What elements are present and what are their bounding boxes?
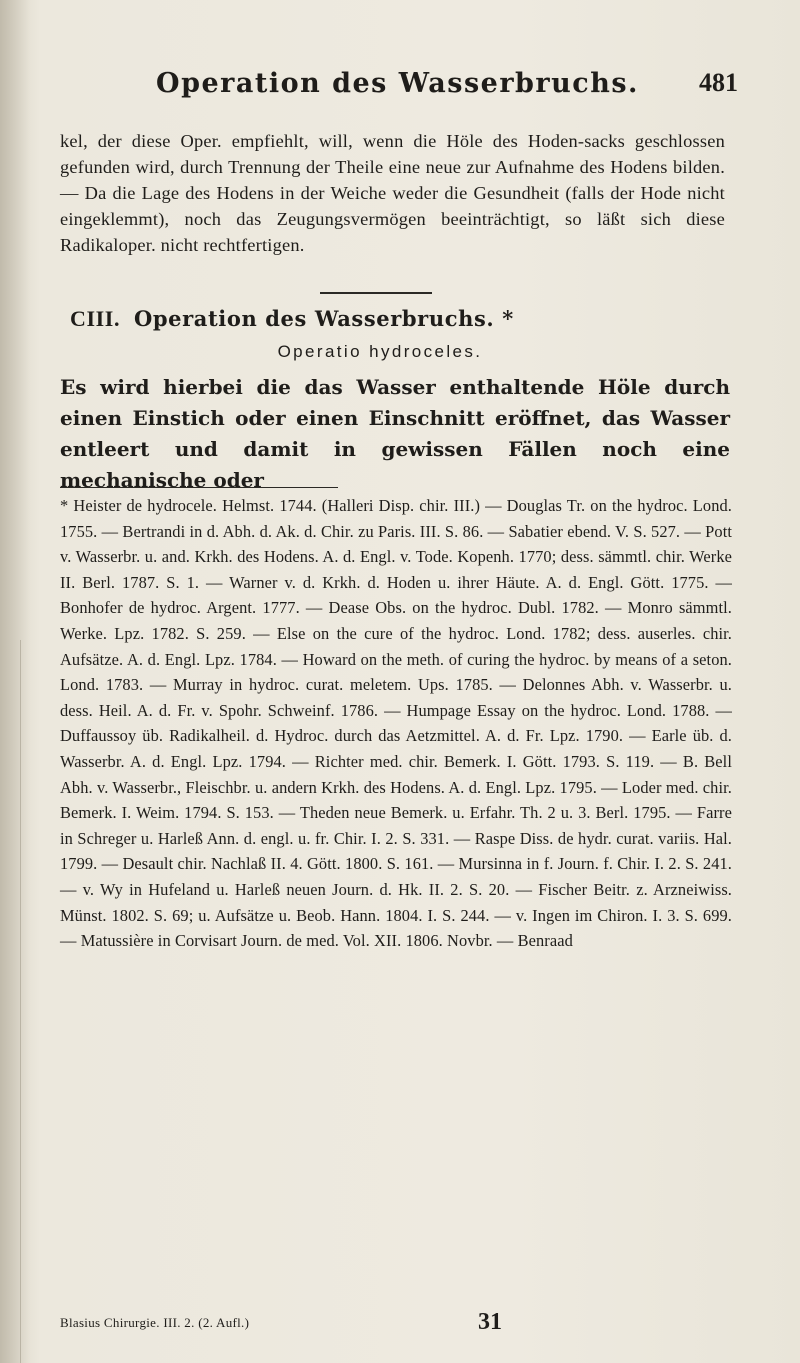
section-number: CIII. [70, 306, 121, 331]
footnote-references: * Heister de hydrocele. Helmst. 1744. (Halleri Disp. chir. III.) — Douglas Tr. on the hydroc. Lond. 1755. — Bertrandi in d. Abh. d. Ak. d. Chir. zu Paris. III. S. 86. — Sabatier ebend. V. S. 527. — Pott v. Wasserbr. u. and. Krkh. des Hodens. A. d. Engl. v. Tode. Kopenh. 1770; dess. sämmtl. chir. Werke II. Berl. 1787. S. 1. — Warner v. d. Krkh. d. Hoden u. ihrer Häute. A. d. Engl. Gött. 1775. — Bonhofer de hydroc. Argent. 1777. — Dease Obs. on the hydroc. Dubl. 1782. — Monro sämmtl. Werke. Lpz. 1782. S. 259. — Else on the cure of the hydroc. Lond. 1782; dess. auserles. chir. Aufsätze. A. d. Engl. Lpz. 1784. — Howard on the meth. of curing the hydroc. by means of a seton. Lond. 1783. — Murray in hydroc. curat. meletem. Ups. 1785. — Delonnes Abh. v. Wasserbr. u. dess. Heil. A. d. Fr. v. Spohr. Schweinf. 1786. — Humpage Essay on the hydroc. Lond. 1788. — Duffaussoy üb. Radikalheil. d. Hydroc. durch das Aetzmittel. A. d. Fr. Lpz. 1790. — Earle üb. d. Wasserbr. A. d. Engl. Lpz. 1794. — Richter med. chir. Bemerk. I. Gött. 1793. S. 119. — B. Bell Abh. v. Wasserbr., Fleischbr. u. andern Krkh. des Hodens. A. d. Engl. Lpz. 1795. — Loder med. chir. Bemerk. I. Weim. 1794. S. 153. — Theden neue Bemerk. u. Erfahr. Th. 2 u. 3. Berl. 1795. — Farre in Schreger u. Harleß Ann. d. engl. u. fr. Chir. I. 2. S. 331. — Raspe Diss. de hydr. curat. variis. Hal. 1799. — Desault chir. Nachlaß II. 4. Gött. 1800. S. 161. — Mursinna in f. Journ. f. Chir. I. 2. S. 241. — v. Wy in Hufeland u. Harleß neuen Journ. d. Hk. II. 2. S. 20. — Fischer Beitr. z. Arzneiwiss. Münst. 1802. S. 69; u. Aufsätze u. Beob. Hann. 1804. I. S. 244. — v. Ingen im Chiron. I. 3. S. 699. — Matussière in Corvisart Journ. de med. Vol. XII. 1806. Novbr. — Benraad [60, 496, 732, 951]
running-title: Operation des Wasserbruchs. [156, 68, 639, 99]
section-heading [70, 306, 730, 332]
section-divider [320, 292, 432, 294]
section-title: Operation des Wasserbruchs. * [134, 306, 514, 331]
page-header [60, 62, 760, 106]
page-footer [60, 1311, 760, 1339]
printer-signature: Blasius Chirurgie. III. 2. (2. Aufl.) [60, 1315, 250, 1330]
footnote-rule [60, 487, 338, 488]
page-number: 481 [699, 68, 738, 97]
section-lead-paragraph: Es wird hierbei die das Wasser enthaltende Höle durch einen Einstich oder einen Einschnitt eröffnet, das Wasser entleert und damit in gewissen Fällen noch eine mechanische oder [60, 375, 730, 492]
signature-mark: 31 [478, 1309, 502, 1335]
margin-edge [0, 640, 21, 1363]
section-subtitle: Operatio hydroceles. [277, 342, 483, 361]
continued-paragraph: kel, der diese Oper. empfiehlt, will, wenn die Höle des Hoden-sacks geschlossen gefunden wird, durch Trennung der Theile eine neue zur Aufnahme des Hodens bilden. — Da die Lage des Hodens in der Weiche weder die Gesundheit (falls der Hode nicht eingeklemmt), noch das Zeugungsvermögen beeinträchtigt, so läßt sich diese Radikaloper. nicht rechtfertigen. [60, 131, 725, 255]
